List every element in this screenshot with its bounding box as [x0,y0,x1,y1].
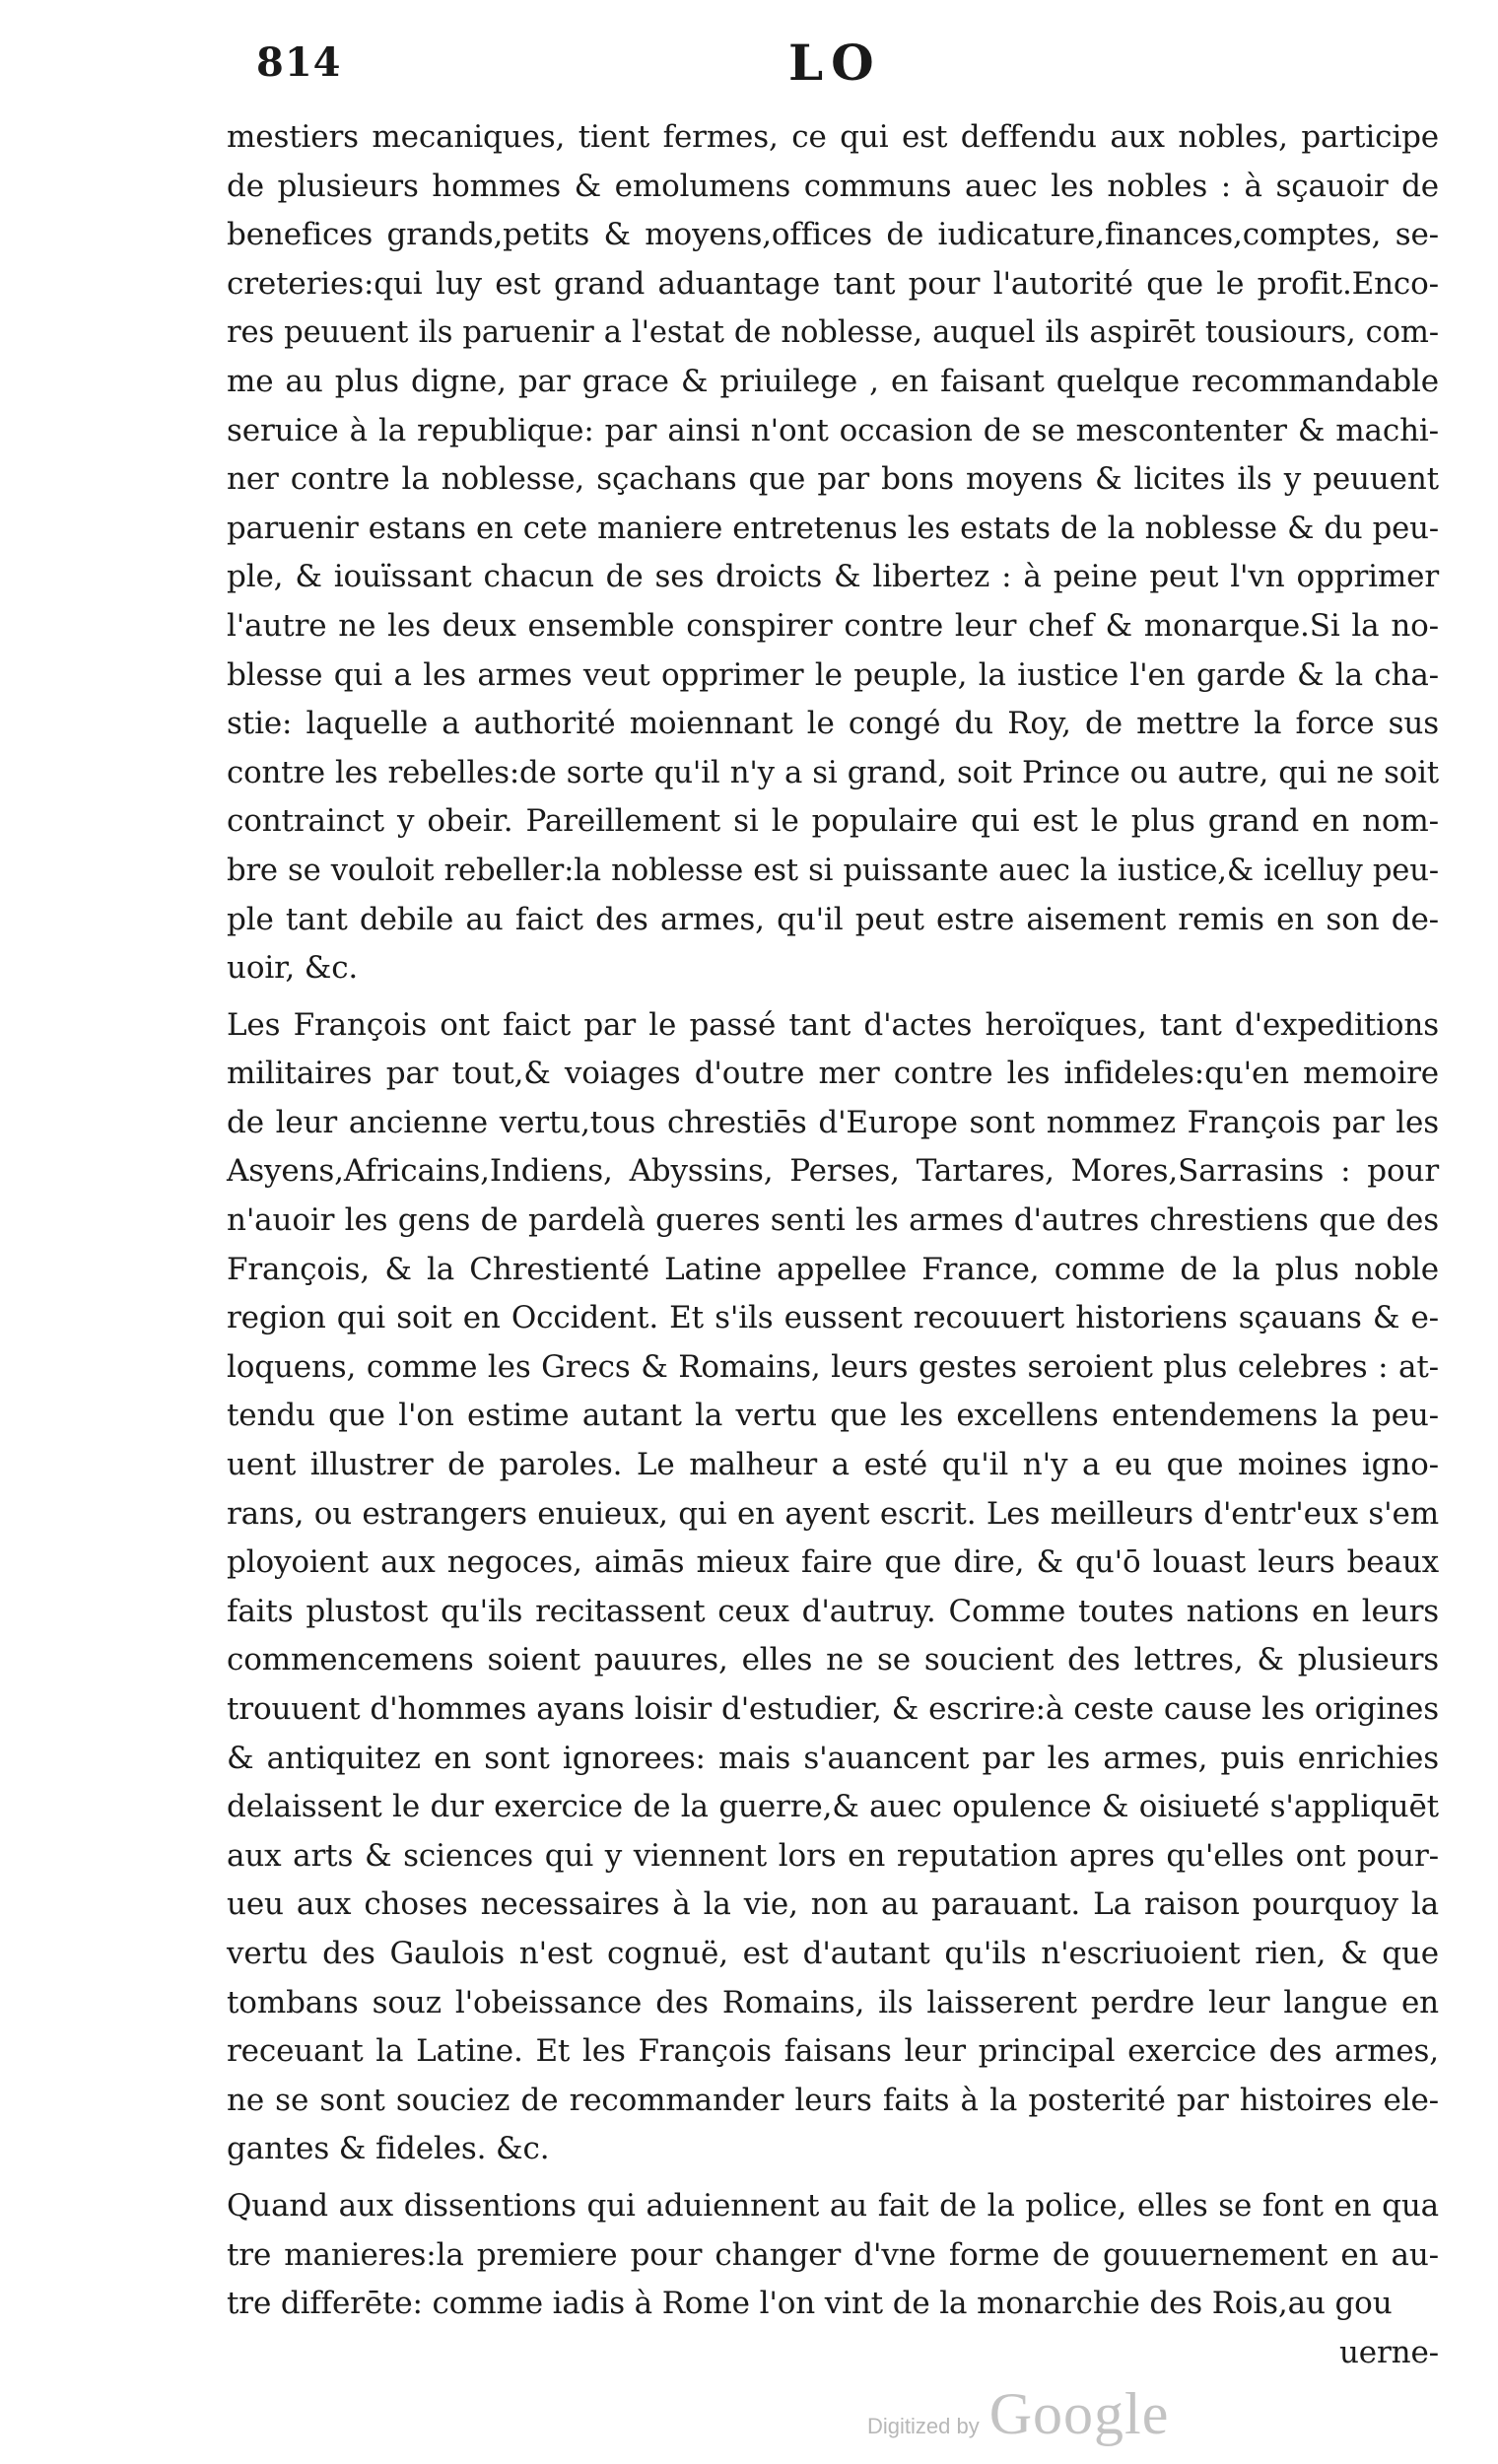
text-line: tombans souz l'obeissance des Romains, ils laisserent perdre leur langue en [227,1984,1439,2020]
text-line: me au plus digne, par grace & priuilege , en faisant quelque recommandable [227,363,1439,399]
text-line: ueu aux choses necessaires à la vie, non au parauant. La raison pourquoy la [227,1886,1439,1923]
text-line: ple, & iouïssant chacun de ses droicts & libertez : à peine peut l'vn opprimer [227,559,1439,595]
paragraph [227,113,1439,993]
digitized-watermark [867,2380,1169,2448]
paragraph-gap [227,2174,1439,2182]
text-line: uent illustrer de paroles. Le malheur a esté qu'il n'y a eu que moines igno- [227,1447,1439,1483]
text-line: tre manieres:la premiere pour changer d'vne forme de gouuernement en au- [227,2236,1439,2273]
catchword: uerne- [1338,2334,1439,2370]
text-line: stie: laquelle a authorité moiennant le congé du Roy, de mettre la force sus [227,706,1439,742]
google-logo: Google [988,2381,1170,2446]
text-line: region qui soit en Occident. Et s'ils eussent recouuert historiens sçauans & e- [227,1300,1439,1336]
paragraph [227,1001,1439,2174]
text-line: trouuent d'hommes ayans loisir d'estudier, & escrire:à ceste cause les origines [227,1691,1439,1727]
text-line: & antiquitez en sont ignorees: mais s'auancent par les armes, puis enrichies [227,1740,1439,1776]
text-line: n'auoir les gens de pardelà gueres senti les armes d'autres chrestiens que des [227,1202,1439,1239]
text-line: vertu des Gaulois n'est cognuë, est d'autant qu'ils n'escriuoient rien, & que [227,1935,1439,1971]
page-number: 814 [256,39,342,86]
text-line: commencemens soient pauures, elles ne se soucient des lettres, & plusieurs [227,1642,1439,1678]
text-line: seruice à la republique: par ainsi n'ont occasion de se mescontenter & machi- [227,412,1439,448]
text-line: faits plustost qu'ils recitassent ceux d'autruy. Comme toutes nations en leurs [227,1593,1439,1629]
text-line: benefices grands,petits & moyens,offices de iudicature,finances,comptes, se- [227,217,1439,253]
text-line: rans, ou estrangers enuieux, qui en ayent escrit. Les meilleurs d'entr'eux s'em [227,1495,1439,1532]
text-line: militaires par tout,& voiages d'outre mer contre les infideles:qu'en memoire [227,1056,1439,1092]
text-line: ployoient aux negoces, aimās mieux faire que dire, & qu'ō louast leurs beaux [227,1544,1439,1581]
text-line: de leur ancienne vertu,tous chrestiēs d'Europe sont nommez François par les [227,1104,1439,1140]
text-line: Asyens,Africains,Indiens, Abyssins, Perses, Tartares, Mores,Sarrasins : pour [227,1153,1439,1190]
text-line: receuant la Latine. Et les François faisans leur principal exercice des armes, [227,2033,1439,2070]
text-line: paruenir estans en cete maniere entretenus les estats de la noblesse & du peu- [227,511,1439,546]
text-line: res peuuent ils paruenir a l'estat de noblesse, auquel ils aspirēt tousiours, com- [227,315,1439,351]
body-text [227,113,1439,2377]
text-line: Les François ont faict par le passé tant d'actes heroïques, tant d'expeditions [227,1006,1439,1043]
paragraph [227,2182,1439,2329]
text-line: creteries:qui luy est grand aduantage tant pour l'autorité que le profit.Enco- [227,265,1439,302]
watermark-prefix: Digitized by [867,2414,980,2438]
text-line: l'autre ne les deux ensemble conspirer contre leur chef & monarque.Si la no- [227,607,1439,644]
text-line: uoir, &c. [227,950,359,987]
text-line: blesse qui a les armes veut opprimer le peuple, la iustice l'en garde & la cha- [227,656,1439,693]
paragraph-gap [227,993,1439,1001]
text-line: tendu que l'on estime autant la vertu que les excellens entendemens la peu- [227,1398,1439,1434]
text-line: contre les rebelles:de sorte qu'il n'y a si grand, soit Prince ou autre, qui ne soit [227,754,1439,790]
text-line: ner contre la noblesse, sçachans que par bons moyens & licites ils y peuuent [227,461,1439,498]
text-line: ne se sont souciez de recommander leurs faits à la posterité par histoires ele- [227,2082,1439,2118]
running-head: LO [788,34,882,92]
text-line: delaissent le dur exercice de la guerre,& auec opulence & oisiueté s'appliquēt [227,1789,1439,1825]
text-line: gantes & fideles. &c. [227,2131,550,2167]
text-line: de plusieurs hommes & emolumens communs auec les nobles : à sçauoir de [227,168,1439,204]
text-line: tre differēte: comme iadis à Rome l'on vint de la monarchie des Rois,au gou [227,2286,1393,2322]
text-line: François, & la Chrestienté Latine appellee France, comme de la plus noble [227,1251,1439,1287]
text-line: contrainct y obeir. Pareillement si le populaire qui est le plus grand en nom- [227,803,1439,840]
text-line: mestiers mecaniques, tient fermes, ce qui est deffendu aux nobles, participe [227,119,1439,155]
text-line: Quand aux dissentions qui aduiennent au fait de la police, elles se font en qua [227,2187,1439,2224]
text-line: loquens, comme les Grecs & Romains, leurs gestes seroient plus celebres : at- [227,1348,1439,1385]
text-line: bre se vouloit rebeller:la noblesse est si puissante auec la iustice,& icelluy peu- [227,853,1439,888]
page-header [256,30,1370,99]
text-line: aux arts & sciences qui y viennent lors en reputation apres qu'elles ont pour- [227,1837,1439,1874]
text-line: ple tant debile au faict des armes, qu'il peut estre aisement remis en son de- [227,901,1439,937]
